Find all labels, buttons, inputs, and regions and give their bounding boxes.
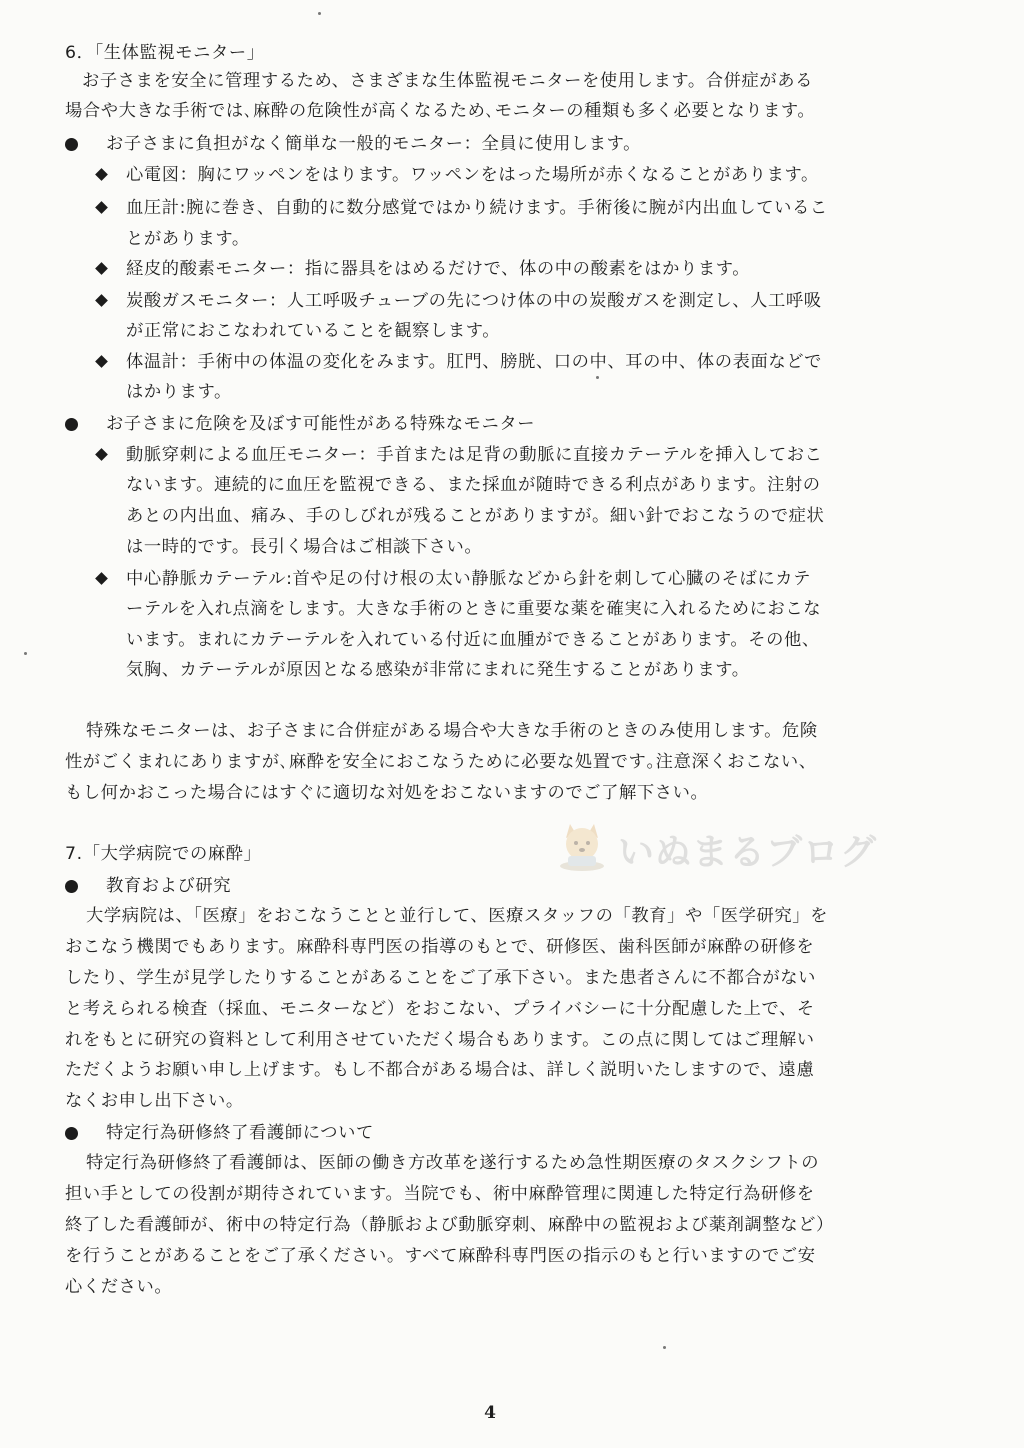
capnography-item-cont: が正常におこなわれていることを観察します。 [126,321,501,341]
arterial-line-item-cont: あとの内出血、痛み、手のしびれが残ることがありますが。細い針でおこなうので症状 [126,506,825,526]
section-7-heading: 7.「大学病院での麻酔」 [65,844,262,864]
dog-mascot-icon [552,816,612,876]
diamond-bullet-icon [95,448,108,461]
section-6-intro-line: 場合や大きな手術では､麻酔の危険性が高くなるため､モニターの種類も多く必要となります。 [65,101,816,121]
scan-speck [596,376,599,379]
education-paragraph-line: ただくようお願い申し上げます。もし不都合がある場合は、詳しく説明いたしますので、遠慮 [65,1060,815,1080]
education-paragraph-line: おこなう機関でもあります。麻酔科専門医の指導のもとで、研修医、歯科医師が麻酔の研修を [65,937,815,957]
disc-bullet-icon [65,880,78,893]
section-6-heading: 6．「生体監視モニター」 [65,43,265,63]
scan-speck [663,1346,666,1349]
central-venous-item-cont: 気胸、カテーテルが原因となる感染が非常にまれに発生することがあります。 [126,660,750,680]
ecg-item: 心電図：胸にワッペンをはります。ワッペンをはった場所が赤くなることがあります。 [126,165,819,185]
diamond-bullet-icon [95,355,108,368]
specified-nurse-paragraph-line: を行うことがあることをご了承ください。すべて麻酔科専門医の指示のもと行いますのでご安 [65,1246,816,1266]
special-monitors-heading: お子さまに危険を及ぼす可能性がある特殊なモニター [106,414,536,434]
thermometer-item: 体温計：手術中の体温の変化をみます。肛門、膀胱、口の中、耳の中、体の表面などで [126,352,822,372]
education-paragraph-line: 大学病院は、「医療」をおこなうことと並行して、医療スタッフの「教育」や「医学研究」を [86,906,829,926]
specified-nurse-paragraph-line: 特定行為研修終了看護師は、医師の働き方改革を遂行するため急性期医療のタスクシフトの [86,1153,820,1173]
diamond-bullet-icon [95,572,108,585]
capnography-item: 炭酸ガスモニター：人工呼吸チューブの先につけ体の中の炭酸ガスを測定し、人工呼吸 [126,291,822,311]
central-venous-item-cont: います。まれにカテーテルを入れている付近に血腫ができることがあります。その他、 [126,630,820,650]
page-number: 4 [484,1403,496,1423]
specified-nurse-paragraph-line: 心ください。 [65,1277,173,1297]
blood-pressure-item: 血圧計:腕に巻き、自動的に数分感覚ではかり続けます。手術後に腕が内出血しているこ [126,198,828,218]
disc-bullet-icon [65,1127,78,1140]
central-venous-item: 中心静脈カテーテル:首や足の付け根の太い静脈などから針を刺して心臓のそばにカテ [126,569,812,589]
education-paragraph-line: したり、学生が見学したりすることがあることをご了承下さい。また患者さんに不都合がない [65,968,817,988]
disc-bullet-icon [65,418,78,431]
general-monitors-heading: お子さまに負担がなく簡単な一般的モニター：全員に使用します。 [106,134,642,154]
education-heading: 教育および研究 [106,876,232,896]
diamond-bullet-icon [95,262,108,275]
education-paragraph-line: なくお申し出下さい。 [65,1091,244,1111]
education-paragraph-line: れをもとに研究の資料として利用させていただく場合もあります。この点に関してはご理解い [65,1030,815,1050]
special-monitors-note: 特殊なモニターは、お子さまに合併症がある場合や大きな手術のときのみ使用します。危険 [86,721,818,741]
arterial-line-item-cont: は一時的です。長引く場合はご相談下さい。 [126,537,483,557]
thermometer-item-cont: はかります。 [126,382,232,402]
arterial-line-item-cont: ないます。連続的に血圧を監視できる、また採血が随時できる利点があります。注射の [126,475,821,495]
central-venous-item-cont: ーテルを入れ点滴をします。大きな手術のときに重要な薬を確実に入れるためにおこな [126,599,822,619]
specified-nurse-paragraph-line: 担い手としての役割が期待されています。当院でも、術中麻酔管理に関連した特定行為研修を [65,1184,815,1204]
special-monitors-note: もし何かおこった場合にはすぐに適切な対処をおこないますのでご了解下さい。 [65,783,709,803]
diamond-bullet-icon [95,294,108,307]
arterial-line-item: 動脈穿刺による血圧モニター：手首または足背の動脈に直接カテーテルを挿入しておこ [126,445,823,465]
scan-speck [318,12,321,15]
pulse-oximeter-item: 経皮的酸素モニター：指に器具をはめるだけで、体の中の酸素をはかります。 [126,259,751,279]
disc-bullet-icon [65,138,78,151]
scan-speck [24,652,27,655]
diamond-bullet-icon [95,168,108,181]
blood-pressure-item-cont: とがあります。 [126,229,250,249]
specified-nurse-paragraph-line: 終了した看護師が、術中の特定行為（静脈および動脈穿刺、麻酔中の監視および薬剤調整など） [65,1215,834,1235]
special-monitors-note: 性がごくまれにありますが､麻酔を安全におこなうために必要な処置です｡注意深くおこない、 [65,752,817,772]
section-6-intro-line: お子さまを安全に管理するため、さまざまな生体監視モニターを使用します。合併症がある [82,71,814,91]
education-paragraph-line: と考えられる検査（採血、モニターなど）をおこない、プライバシーに十分配慮した上で、そ [65,999,815,1019]
watermark-text: いぬまるブログ [618,832,878,873]
watermark [552,816,902,876]
specified-nurse-heading: 特定行為研修終了看護師について [106,1123,374,1143]
diamond-bullet-icon [95,201,108,214]
